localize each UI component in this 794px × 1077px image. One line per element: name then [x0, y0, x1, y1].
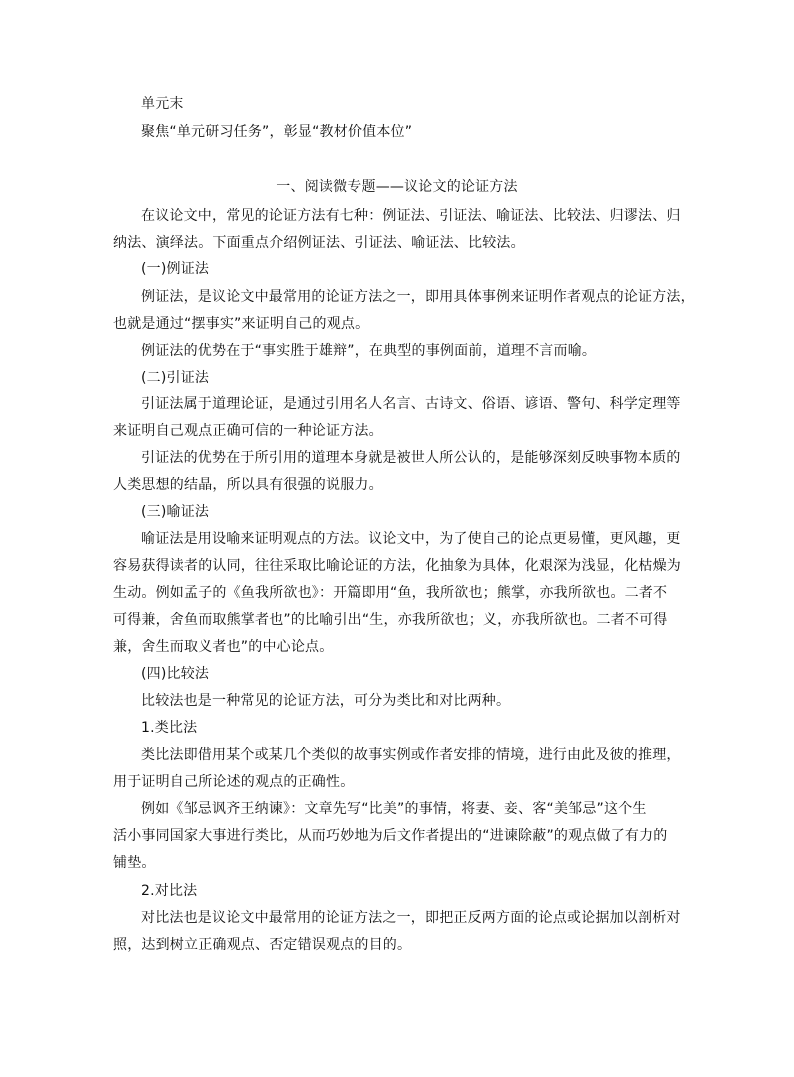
metaphor-p1-line-3: 生动。例如孟子的《鱼我所欲也》：开篇即用“鱼，我所欲也；熊掌，亦我所欲也。二者不: [113, 585, 668, 601]
metaphor-p1-line-4: 可得兼，舍鱼而取熊掌者也”的比喻引出“生，亦我所欲也；义，亦我所欲也。二者不可得: [113, 612, 668, 628]
heading-quote-method: (二)引证法: [141, 370, 210, 386]
metaphor-p1-line-1: 喻证法是用设喻来证明观点的方法。议论文中，为了使自己的论点更易懂，更风趣，更: [141, 531, 681, 547]
heading-contrast: 2.对比法: [141, 883, 198, 899]
comparison-p1: 比较法也是一种常见的论证方法，可分为类比和对比两种。: [141, 693, 511, 709]
heading-comparison-method: (四)比较法: [141, 666, 210, 682]
example-p1-line-2: 也就是通过“摆事实”来证明自己的观点。: [113, 316, 370, 332]
metaphor-p1-line-2: 容易获得读者的认同，往往采取比喻论证的方法，化抽象为具体，化艰深为浅显，化枯燥为: [113, 558, 681, 574]
intro-line-1: 在议论文中，常见的论证方法有七种：例证法、引证法、喻证法、比较法、归谬法、归: [141, 208, 681, 224]
analogy-p1-line-1: 类比法即借用某个或某几个类似的故事实例或作者安排的情境，进行由此及彼的推理，: [141, 747, 681, 763]
analogy-p2-line-2: 活小事同国家大事进行类比，从而巧妙地为后文作者提出的“进谏除蔽”的观点做了有力的: [113, 828, 668, 844]
quote-p2-line-1: 引证法的优势在于所引用的道理本身就是被世人所公认的，是能够深刻反映事物本质的: [141, 450, 681, 466]
quote-p1-line-1: 引证法属于道理论证，是通过引用名人名言、古诗文、俗语、谚语、警句、科学定理等: [141, 396, 681, 412]
unit-label: 单元末: [141, 96, 184, 112]
quote-p2-line-2: 人类思想的结晶，所以具有很强的说服力。: [113, 477, 383, 493]
analogy-p1-line-2: 用于证明自己所论述的观点的正确性。: [113, 774, 355, 790]
intro-line-2: 纳法、演绎法。下面重点介绍例证法、引证法、喻证法、比较法。: [113, 235, 525, 251]
heading-analogy: 1.类比法: [141, 720, 198, 736]
contrast-p1-line-1: 对比法也是议论文中最常用的论证方法之一，即把正反两方面的论点或论据加以剖析对: [141, 910, 681, 926]
example-p1-line-1: 例证法，是议论文中最常用的论证方法之一，即用具体事例来证明作者观点的论证方法，: [141, 289, 695, 305]
document-subtitle: 聚焦“单元研习任务”，彰显“教材价值本位”: [141, 124, 413, 140]
analogy-p2-line-3: 铺垫。: [113, 855, 156, 871]
quote-p1-line-2: 来证明自己观点正确可信的一种论证方法。: [113, 423, 383, 439]
contrast-p1-line-2: 照，达到树立正确观点、否定错误观点的目的。: [113, 937, 412, 953]
heading-metaphor-method: (三)喻证法: [141, 504, 210, 520]
heading-example-method: (一)例证法: [141, 261, 210, 277]
example-p2: 例证法的优势在于“事实胜于雄辩”，在典型的事例面前，道理不言而喻。: [141, 343, 597, 359]
section-title: 一、阅读微专题——议论文的论证方法: [276, 179, 518, 195]
metaphor-p1-line-5: 兼，舍生而取义者也”的中心论点。: [113, 639, 334, 655]
analogy-p2-line-1: 例如《邹忌讽齐王纳谏》：文章先写“比美”的事情，将妻、妾、客“美邹忌”这个生: [141, 801, 647, 817]
